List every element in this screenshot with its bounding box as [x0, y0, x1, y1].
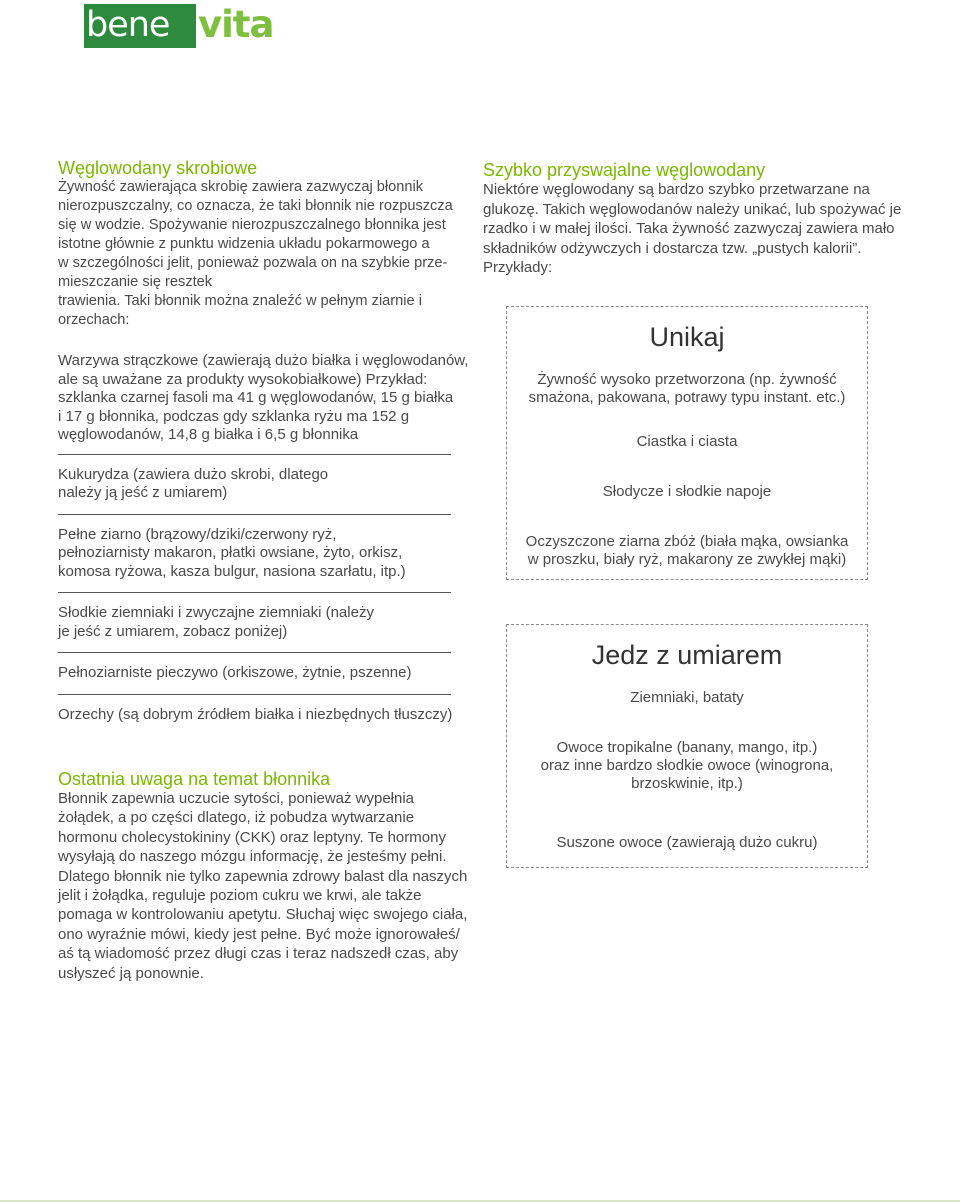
section-starchy-carbs	[58, 158, 473, 330]
box-item	[507, 739, 867, 793]
text-line: Żywność wysoko przetworzona (np. żywność	[537, 371, 837, 388]
text-line: usłyszeć ją ponownie.	[58, 964, 204, 982]
text-line: orzechach:	[58, 312, 130, 328]
section-body	[483, 180, 903, 278]
text-line: Oczyszczone ziarna zbóż (biała mąka, owsianka	[525, 533, 849, 550]
divider	[58, 694, 451, 695]
section-body	[58, 789, 478, 983]
text-line: ono wyraźnie mówi, kiedy jest pełne. Być może ignorowałeś/	[58, 925, 460, 943]
text-line: Suszone owoce (zawierają dużo cukru)	[556, 834, 818, 851]
box-item	[507, 433, 867, 451]
section-heading: Ostatnia uwaga na temat błonnika	[58, 769, 331, 789]
text-line: brzoskwinie, itp.)	[631, 775, 743, 792]
text-line: Przykłady:	[483, 259, 553, 277]
text-line: istotne głównie z punktu widzenia układu pokarmowego a	[58, 236, 430, 252]
box-item	[507, 371, 867, 407]
section-final-note	[58, 769, 478, 983]
moderate-box	[506, 624, 868, 868]
box-item	[507, 689, 867, 707]
list-item	[58, 664, 473, 683]
text-line: Pełnoziarniste pieczywo (orkiszowe, żytnie, pszenne)	[58, 664, 412, 681]
box-item	[507, 834, 867, 852]
text-line: Owoce tropikalne (banany, mango, itp.)	[556, 739, 818, 756]
avoid-box	[506, 306, 868, 580]
divider	[58, 652, 451, 653]
divider	[58, 592, 451, 593]
text-line: jelit i żołądka, reguluje poziom cukru we krwi, ale także	[58, 887, 422, 905]
text-line: i 17 g błonnika, podczas gdy szklanka ryżu ma 152 g	[58, 407, 410, 425]
section-heading: Szybko przyswajalne węglowodany	[483, 160, 766, 180]
box-title	[507, 639, 867, 671]
benevita-logo	[84, 4, 282, 48]
text-line: w proszku, biały ryż, makarony ze zwykłej mąki)	[527, 551, 847, 568]
text-line: trawienia. Taki błonnik można znaleźć w pełnym ziarnie i	[58, 293, 422, 309]
text-line: Słodycze i słodkie napoje	[602, 483, 772, 500]
text-line: aś tą wiadomość przez długi czas i teraz nadszedł czas, aby	[58, 945, 459, 963]
text-line: nierozpuszczalny, co oznacza, że taki błonnik nie rozpuszcza	[58, 198, 453, 214]
text-line: składników odżywczych i dostarcza tzw. „pustych kalorii”.	[483, 239, 862, 257]
list-item	[58, 352, 473, 445]
text-line: Niektóre węglowodany są bardzo szybko przetwarzane na	[483, 181, 870, 198]
text-line: żołądek, a po części dlatego, iż pobudza wytwarzanie	[58, 809, 415, 827]
text-line: hormonu cholecystokininy (CKK) oraz leptyny. Te hormony	[58, 828, 446, 846]
text-line: Żywność zawierająca skrobię zawiera zazwyczaj błonnik	[58, 179, 423, 195]
box-item	[507, 533, 867, 569]
text-line: wysyłają do naszego mózgu informację, że jesteśmy pełni.	[58, 848, 447, 866]
list-item	[58, 466, 473, 503]
text-line: Ciastka i ciasta	[636, 433, 738, 450]
list-item	[58, 706, 473, 725]
text-line: oraz inne bardzo słodkie owoce (winogrona,	[540, 757, 834, 774]
divider	[58, 454, 451, 455]
text-line: komosa ryżowa, kasza bulgur, nasiona szarłatu, itp.)	[58, 562, 406, 580]
text-line: się w wodzie. Spożywanie nierozpuszczalnego błonnika jest	[58, 217, 446, 233]
box-title	[507, 321, 867, 353]
text-line: Ziemniaki, bataty	[630, 689, 744, 706]
list-item	[58, 604, 473, 641]
text-line: Słodkie ziemniaki i zwyczajne ziemniaki (należy	[58, 604, 374, 621]
fiber-food-list	[58, 352, 473, 724]
box-item	[507, 483, 867, 501]
text-line: w szczególności jelit, ponieważ pozwala on na szybkie prze-	[58, 255, 448, 271]
section-body	[58, 178, 473, 330]
logo-text-bene: bene	[84, 4, 196, 48]
divider	[58, 514, 451, 515]
text-line: rzadko i w małej ilości. Taka żywność zazwyczaj zawiera mało	[483, 220, 895, 238]
text-line: glukozę. Takich węglowodanów należy unikać, lub spożywać je	[483, 200, 902, 218]
text-line: Błonnik zapewnia uczucie sytości, ponieważ wypełnia	[58, 790, 415, 807]
text-line: Pełne ziarno (brązowy/dziki/czerwony ryż,	[58, 525, 337, 543]
text-line: Warzywa strączkowe (zawierają dużo białka i węglowodanów,	[58, 352, 469, 369]
section-fast-carbs	[483, 160, 903, 278]
text-line: je jeść z umiarem, zobacz poniżej)	[58, 622, 288, 640]
text-line: Dlatego błonnik nie tylko zapewnia zdrowy balast dla naszych	[58, 867, 468, 885]
text-line: mieszczanie się resztek	[58, 274, 213, 290]
text-line: smażona, pakowana, potrawy typu instant. etc.)	[528, 389, 846, 406]
text-line: pełnoziarnisty makaron, płatki owsiane, żyto, orkisz,	[58, 544, 403, 561]
text-line: Kukurydza (zawiera dużo skrobi, dlatego	[58, 465, 329, 483]
logo-text-vita: vita	[198, 3, 274, 46]
text-line: należy ją jeść z umiarem)	[58, 484, 228, 501]
text-line: ale są uważane za produkty wysokobiałkowe) Przykład:	[58, 370, 428, 388]
list-item	[58, 526, 473, 582]
box-title-text: Jedz z umiarem	[591, 640, 783, 670]
text-line: szklanka czarnej fasoli ma 41 g węglowodanów, 15 g białka	[58, 389, 454, 406]
box-title-text: Unikaj	[649, 322, 725, 352]
text-line: pomaga w kontrolowaniu apetytu. Słuchaj więc swojego ciała,	[58, 906, 468, 924]
text-line: Orzechy (są dobrym źródłem białka i niezbędnych tłuszczy)	[58, 705, 453, 723]
section-heading: Węglowodany skrobiowe	[58, 158, 258, 178]
text-line: węglowodanów, 14,8 g białka i 6,5 g błonnika	[58, 426, 359, 443]
